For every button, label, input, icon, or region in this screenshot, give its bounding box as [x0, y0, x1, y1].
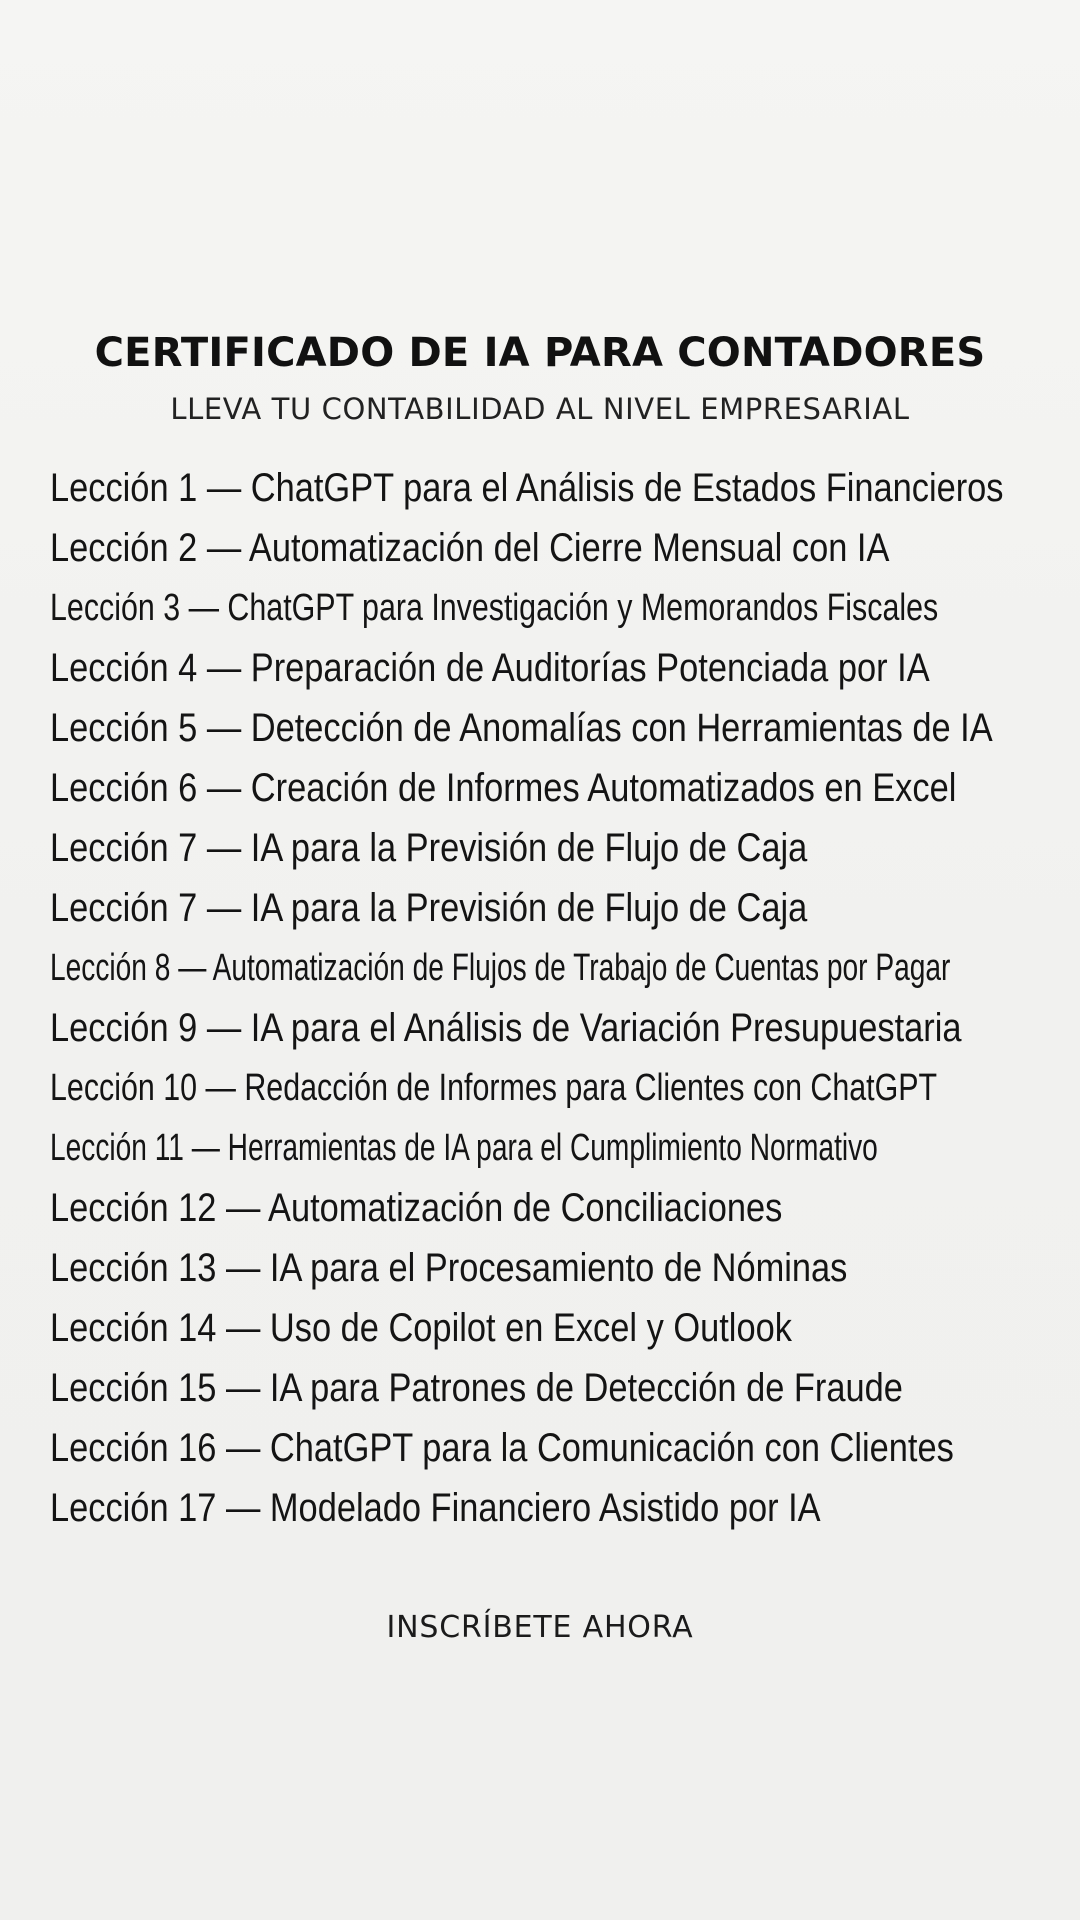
enroll-now-link[interactable]: INSCRÍBETE AHORA [386, 1610, 694, 1645]
lesson-item: Lección 6 — Creación de Informes Automatizados en Excel [50, 766, 957, 810]
lesson-item: Lección 17 — Modelado Financiero Asistido por IA [50, 1486, 821, 1530]
lesson-item: Lección 12 — Automatización de Conciliaciones [50, 1186, 783, 1230]
lesson-list [50, 458, 1060, 1538]
lesson-item: Lección 1 — ChatGPT para el Análisis de Estados Financieros [50, 466, 1004, 510]
lesson-item: Lección 5 — Detección de Anomalías con Herramientas de IA [50, 706, 993, 750]
lesson-item: Lección 7 — IA para la Previsión de Flujo de Caja [50, 826, 808, 870]
lesson-item: Lección 2 — Automatización del Cierre Mensual con IA [50, 526, 890, 570]
lesson-item: Lección 7 — IA para la Previsión de Flujo de Caja [50, 886, 808, 930]
lesson-item: Lección 15 — IA para Patrones de Detección de Fraude [50, 1366, 903, 1410]
lesson-item: Lección 11 — Herramientas de IA para el Cumplimiento Normativo [50, 1127, 878, 1169]
lesson-item: Lección 3 — ChatGPT para Investigación y Memorandos Fiscales [50, 587, 939, 629]
lesson-item: Lección 13 — IA para el Procesamiento de Nóminas [50, 1246, 848, 1290]
lesson-item: Lección 10 — Redacción de Informes para Clientes con ChatGPT [50, 1067, 938, 1109]
lesson-item: Lección 4 — Preparación de Auditorías Potenciada por IA [50, 646, 930, 690]
lesson-item: Lección 8 — Automatización de Flujos de Trabajo de Cuentas por Pagar [50, 947, 951, 989]
page-title: CERTIFICADO DE IA PARA CONTADORES [94, 330, 986, 376]
lesson-item: Lección 16 — ChatGPT para la Comunicación con Clientes [50, 1426, 954, 1470]
lesson-item: Lección 14 — Uso de Copilot en Excel y Outlook [50, 1306, 792, 1350]
page-subtitle: LLEVA TU CONTABILIDAD AL NIVEL EMPRESARIAL [170, 392, 910, 426]
lesson-item: Lección 9 — IA para el Análisis de Variación Presupuestaria [50, 1006, 962, 1050]
